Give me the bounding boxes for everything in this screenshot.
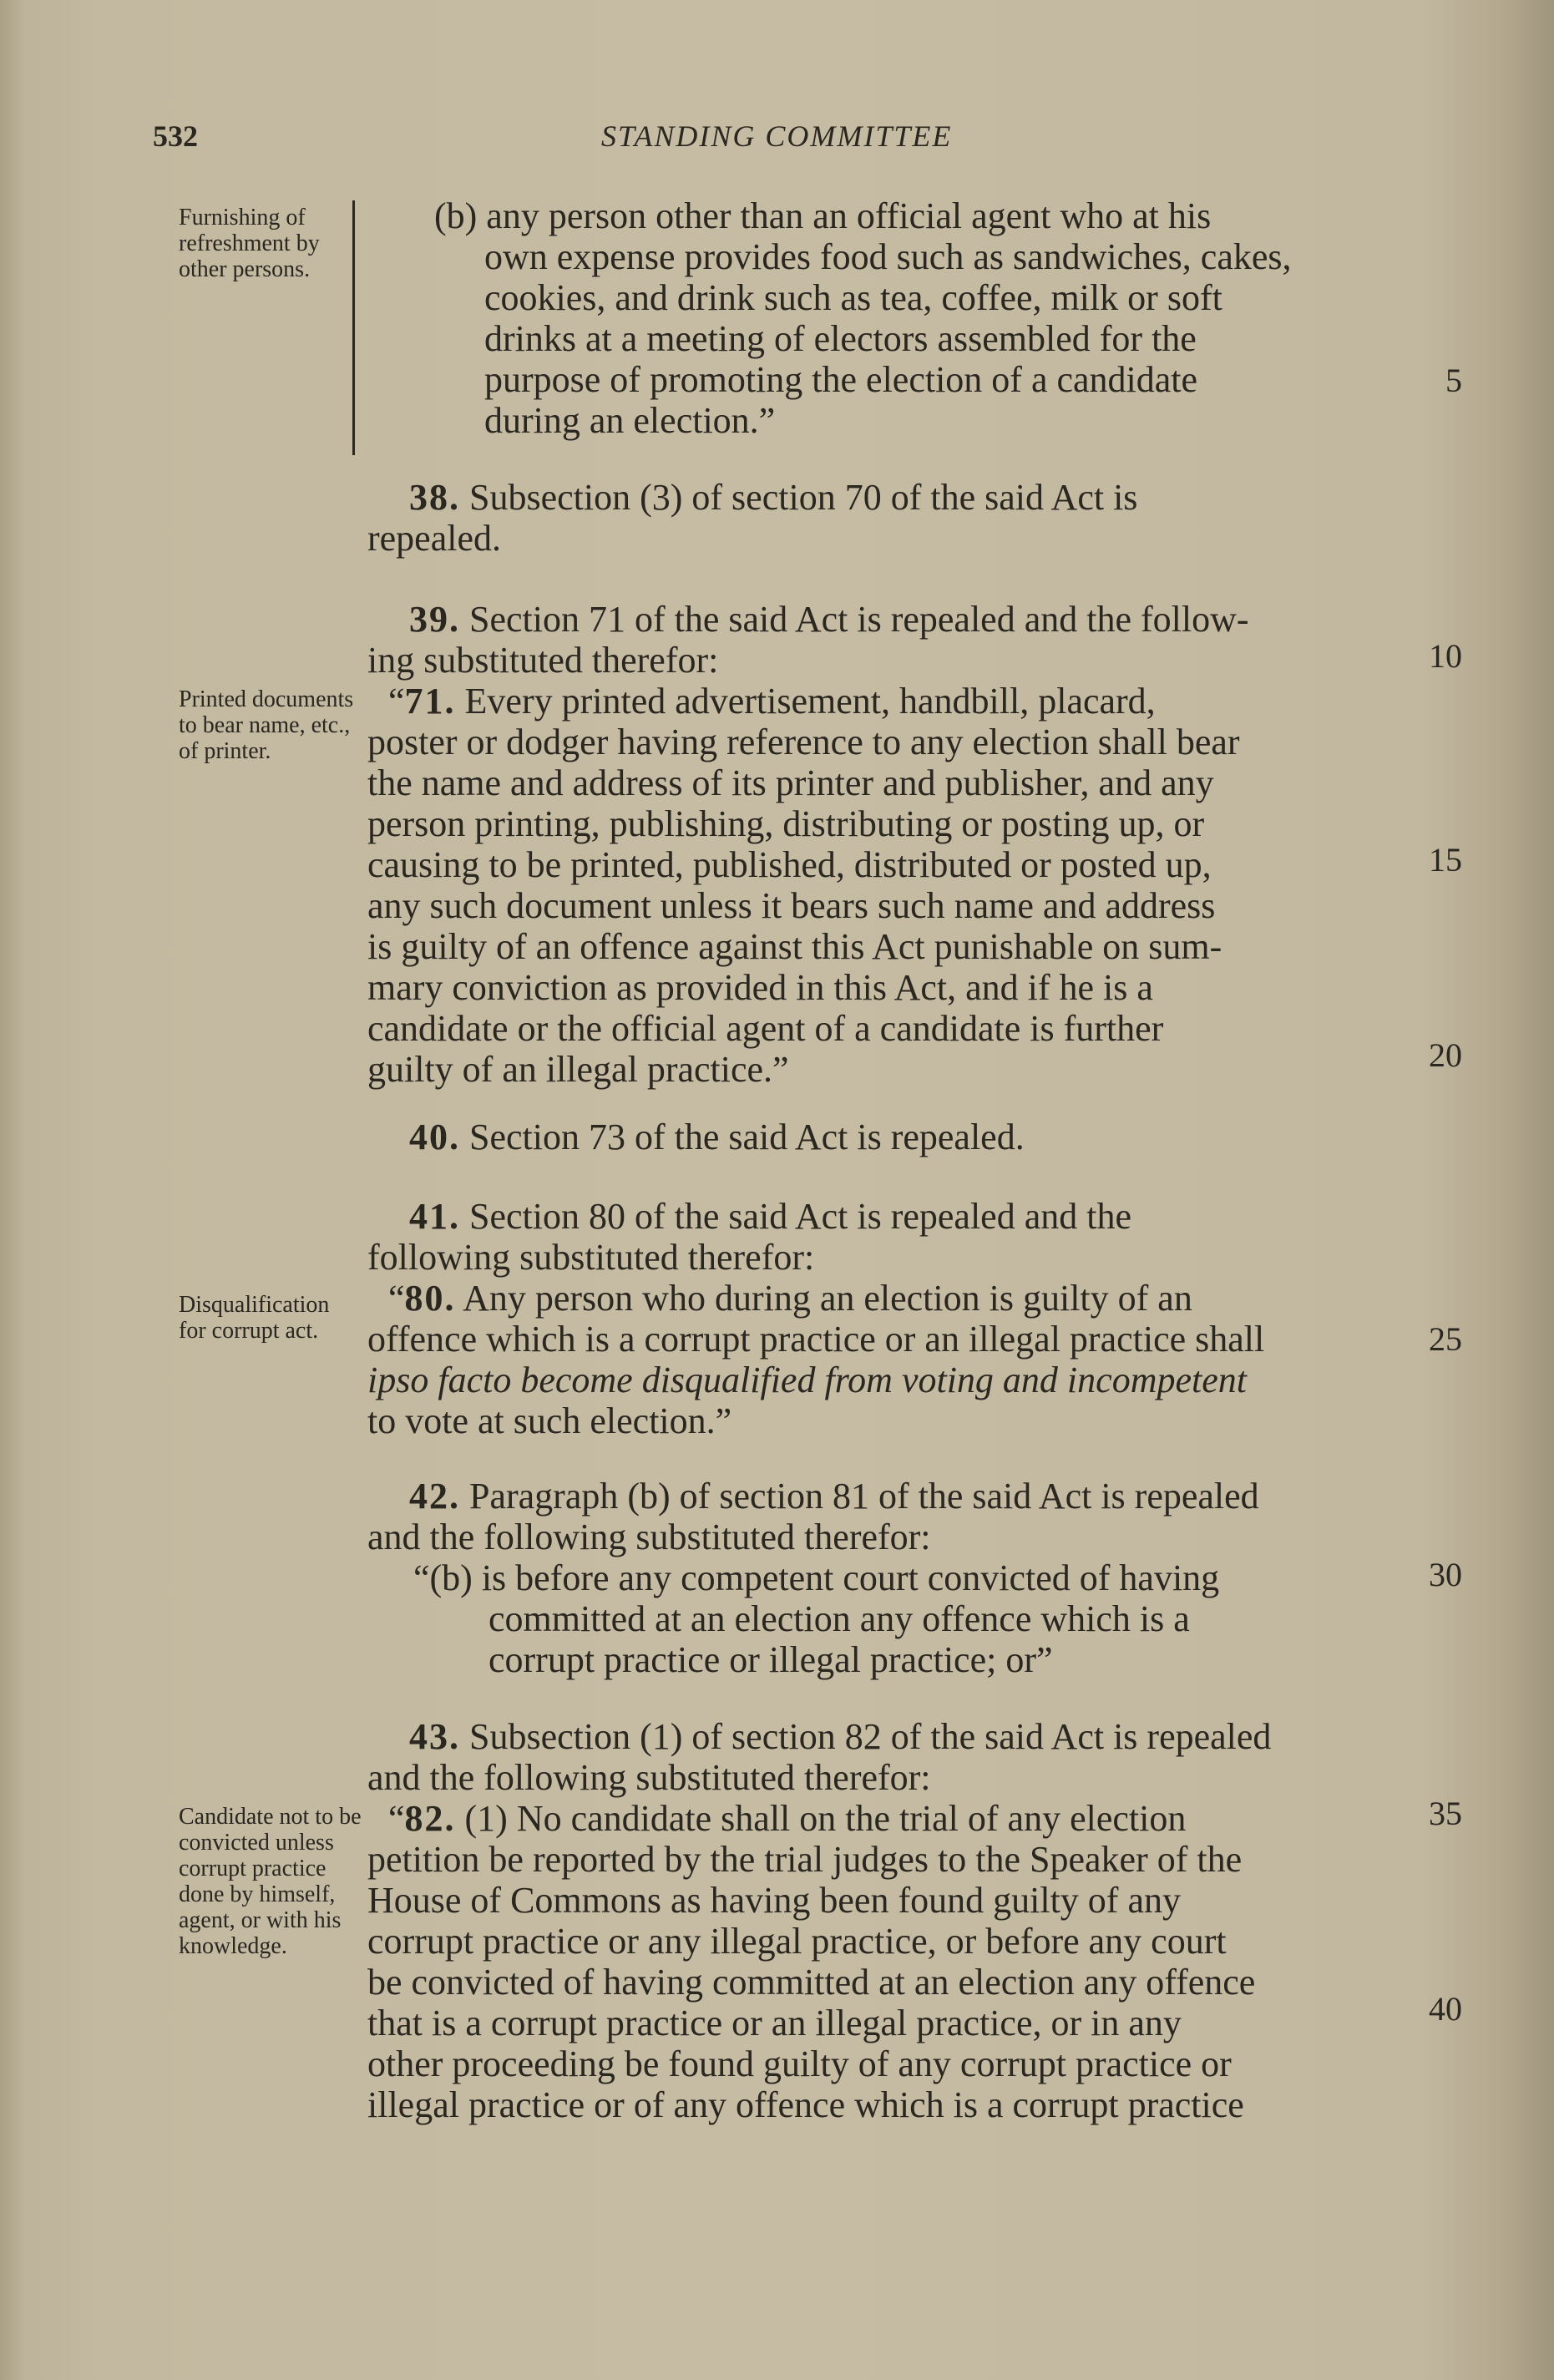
- text-line: “82. (1) No candidate shall on the trial of any election: [388, 1798, 1187, 1839]
- line-number: 35: [1429, 1795, 1462, 1832]
- text-line: petition be reported by the trial judges to the Speaker of the: [367, 1839, 1243, 1880]
- text-line: “(b) is before any competent court convicted of having: [413, 1557, 1220, 1598]
- section-number: 40.: [409, 1117, 460, 1157]
- text-line: drinks at a meeting of electors assembled for the: [484, 318, 1197, 359]
- text-line: repealed.: [367, 518, 501, 559]
- text-line: guilty of an illegal practice.”: [367, 1049, 789, 1090]
- text-line: committed at an election any offence which is a: [488, 1598, 1190, 1639]
- section-number: 43.: [409, 1716, 460, 1757]
- text-line: the name and address of its printer and publisher, and any: [367, 762, 1214, 803]
- text-line: be convicted of having committed at an election any offence: [367, 1962, 1256, 2003]
- text-line: 41. Section 80 of the said Act is repealed and the: [409, 1196, 1131, 1237]
- section-number: 42.: [409, 1476, 460, 1517]
- text-line: offence which is a corrupt practice or an illegal practice shall: [367, 1319, 1265, 1360]
- section-number: 41.: [409, 1196, 460, 1237]
- text-line: causing to be printed, published, distributed or posted up,: [367, 844, 1212, 885]
- text-line: poster or dodger having reference to any election shall bear: [367, 722, 1240, 762]
- section-number: 38.: [409, 477, 460, 518]
- text-line: 38. Subsection (3) of section 70 of the said Act is: [409, 477, 1138, 518]
- text-line: 43. Subsection (1) of section 82 of the said Act is repealed: [409, 1716, 1272, 1757]
- margin-note-printed-documents: Printed documents to bear name, etc., of printer.: [179, 686, 354, 764]
- text-line: any such document unless it bears such name and address: [367, 885, 1216, 926]
- text-line: and the following substituted therefor:: [367, 1517, 931, 1557]
- line-number: 30: [1429, 1556, 1462, 1593]
- text-line: corrupt practice or any illegal practice, or before any court: [367, 1921, 1227, 1962]
- margin-note-candidate: Candidate not to be convicted unless corrupt practice done by himself, agent, or with his knowledge.: [179, 1804, 362, 1959]
- line-number: 40: [1429, 1990, 1462, 2028]
- text-line: is guilty of an offence against this Act punishable on sum-: [367, 926, 1222, 967]
- text-line: following substituted therefor:: [367, 1237, 815, 1278]
- text-line: “71. Every printed advertisement, handbill, placard,: [388, 681, 1156, 722]
- section-number: 80.: [404, 1278, 456, 1319]
- margin-rule: [352, 200, 355, 455]
- text-line: during an election.”: [484, 400, 776, 441]
- line-number: 25: [1429, 1320, 1462, 1358]
- text-line: candidate or the official agent of a candidate is further: [367, 1008, 1164, 1049]
- text-line: illegal practice or of any offence which is a corrupt practice: [367, 2084, 1244, 2125]
- text-line: ing substituted therefor:: [367, 640, 719, 681]
- text-line: 40. Section 73 of the said Act is repealed.: [409, 1117, 1025, 1157]
- section-number: 82.: [404, 1798, 456, 1839]
- page-number: 532: [153, 119, 198, 153]
- text-line: cookies, and drink such as tea, coffee, milk or soft: [484, 277, 1222, 318]
- text-line: and the following substituted therefor:: [367, 1757, 931, 1798]
- text-line: mary conviction as provided in this Act, and if he is a: [367, 967, 1153, 1008]
- text-line: own expense provides food such as sandwiches, cakes,: [484, 236, 1292, 277]
- text-line: to vote at such election.”: [367, 1400, 732, 1441]
- line-number: 15: [1429, 841, 1462, 879]
- text-line: “80. Any person who during an election is guilty of an: [388, 1278, 1192, 1319]
- text-line: House of Commons as having been found guilty of any: [367, 1880, 1181, 1921]
- section-number: 39.: [409, 599, 460, 640]
- text-line: (b) any person other than an official agent who at his: [434, 195, 1212, 236]
- text-line: other proceeding be found guilty of any corrupt practice or: [367, 2043, 1232, 2084]
- text-line: purpose of promoting the election of a candidate: [484, 359, 1198, 400]
- margin-note-refreshment: Furnishing of refreshment by other persons.: [179, 205, 320, 282]
- section-number: 71.: [404, 681, 456, 722]
- text-line: 42. Paragraph (b) of section 81 of the said Act is repealed: [409, 1476, 1259, 1517]
- line-number: 5: [1445, 362, 1462, 399]
- running-head: STANDING COMMITTEE: [601, 119, 953, 153]
- text-line: 39. Section 71 of the said Act is repealed and the follow-: [409, 599, 1249, 640]
- text-line: corrupt practice or illegal practice; or”: [488, 1639, 1053, 1680]
- margin-note-disqualification: Disqualification for corrupt act.: [179, 1292, 330, 1344]
- text-line: that is a corrupt practice or an illegal practice, or in any: [367, 2003, 1182, 2043]
- line-number: 10: [1429, 637, 1462, 675]
- line-number: 20: [1429, 1036, 1462, 1074]
- text-line: person printing, publishing, distributing or posting up, or: [367, 803, 1205, 844]
- text-line: ipso facto become disqualified from voting and incompetent: [367, 1360, 1247, 1400]
